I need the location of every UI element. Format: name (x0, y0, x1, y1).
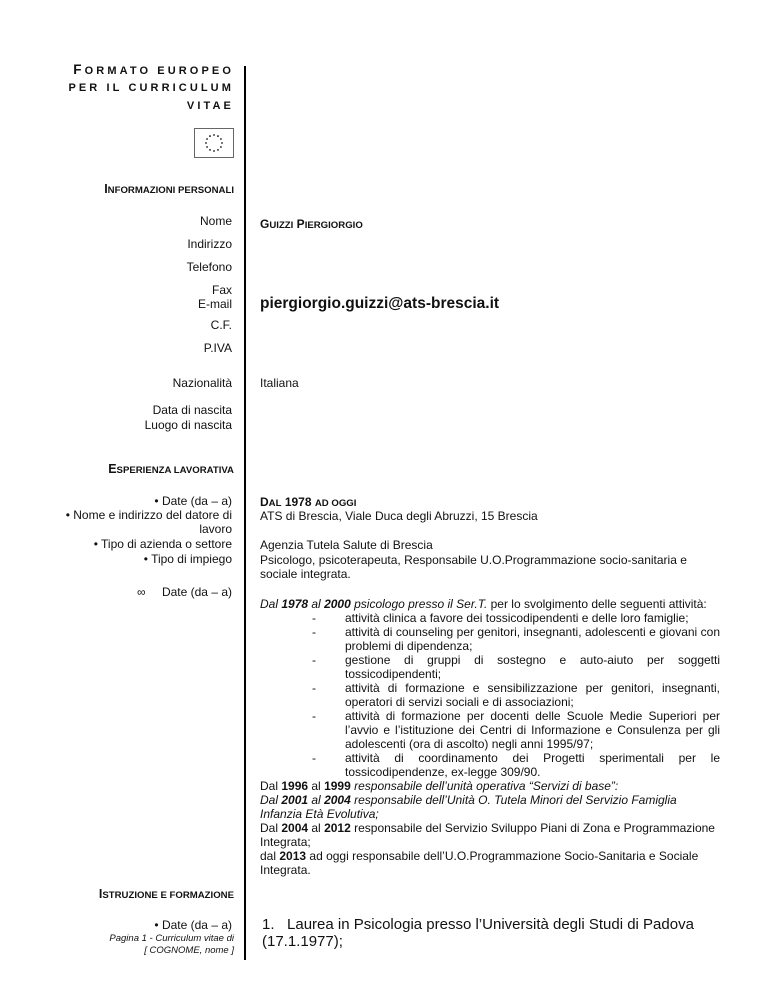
vertical-divider (244, 66, 246, 960)
cv-title-line2: PER IL CURRICULUM (68, 82, 234, 94)
label-birth-place: Luogo di nascita (144, 418, 232, 432)
detail-intro: Dal 1978 al 2000 psicologo presso il Ser.T. per lo svolgimento delle seguenti attività: (260, 597, 707, 611)
role-2004-2012: Dal 2004 al 2012 responsabile del Servizio Sviluppo Piani di Zona e Programmazione Integrata; (260, 821, 715, 849)
section-personal-info: INFORMAZIONI PERSONALI (104, 182, 234, 196)
label-birth-date: Data di nascita (152, 403, 232, 417)
edu-item: 1. Laurea in Psicologia presso l’Università degli Studi di Padova (17.1.1977); (262, 916, 694, 950)
label-nationality: Nazionalità (172, 376, 232, 390)
flag-star (213, 150, 215, 152)
activity-item: - attività di coordinamento dei Progetti sperimentali per le tossicodipendenze, ex-legge 309/90. (312, 751, 720, 779)
label-sector: • Tipo di azienda o settore (93, 537, 232, 551)
section-work-experience: ESPERIENZA LAVORATIVA (108, 462, 234, 476)
activity-item: - attività di counseling per genitori, insegnanti, adolescenti e giovani con problemi di dipendenza; (312, 625, 720, 653)
label-job-type: • Tipo di impiego (143, 552, 232, 566)
activity-item: - attività clinica a favore dei tossicodipendenti e delle loro famiglie; (312, 611, 689, 625)
label-date-2: Date (da – a) (161, 585, 232, 599)
value-employer: ATS di Brescia, Viale Duca degli Abruzzi, 15 Brescia (260, 509, 538, 523)
section-education: ISTRUZIONE E FORMAZIONE (98, 887, 234, 901)
flag-star (209, 149, 211, 151)
experience-detail (260, 597, 720, 877)
label-edu-date: • Date (da – a) (154, 918, 232, 932)
activity-item: - attività di formazione e sensibilizzazione per genitori, insegnanti, operatori di servizi sociali e di associazioni; (312, 681, 720, 709)
footer-page: Pagina 1 - Curriculum vitae di (109, 933, 234, 944)
role-1996-1999: Dal 1996 al 1999 responsabile dell’unità operativa “Servizi di base”: (260, 779, 619, 793)
cv-title-line3: VITAE (186, 100, 234, 112)
infinity-bullet-icon: ∞ (137, 585, 146, 599)
flag-star (209, 135, 211, 137)
label-phone: Telefono (186, 260, 232, 274)
label-fax: Fax (211, 283, 232, 297)
eu-flag-icon (194, 128, 234, 158)
flag-star (206, 146, 208, 148)
label-email: E-mail (197, 297, 232, 311)
flag-star (205, 142, 207, 144)
value-sector: Agenzia Tutela Salute di Brescia (260, 538, 433, 552)
label-name: Nome (199, 214, 232, 228)
flag-star (217, 149, 219, 151)
label-cf: C.F. (210, 318, 232, 332)
value-job: Psicologo, psicoterapeuta, Responsabile U.O.Programmazione socio-sanitaria e sociale integrata. (260, 553, 687, 581)
label-piva: P.IVA (203, 341, 232, 355)
flag-star (220, 138, 222, 140)
flag-star (221, 142, 223, 144)
flag-star (206, 138, 208, 140)
flag-star (217, 135, 219, 137)
footer-name: [ COGNOME, nome ] (144, 945, 234, 956)
label-employer: • Nome e indirizzo del datore di (65, 508, 232, 522)
flag-star (220, 146, 222, 148)
activity-item: - gestione di gruppi di sostegno e auto-aiuto per soggetti tossicodipendenti; (312, 653, 720, 681)
value-date-range: DAL 1978 AD OGGI (260, 495, 357, 509)
label-address: Indirizzo (187, 237, 232, 251)
value-name: GUIZZI PIERGIORGIO (260, 217, 363, 231)
cv-title-line1: FORMATO EUROPEO (73, 62, 234, 77)
label-employer-cont: lavoro (199, 522, 232, 536)
flag-star (213, 134, 215, 136)
activity-item: - attività di formazione per docenti delle Scuole Medie Superiori per l’avvio e l’istituzione dei Centri di Informazione e Consulenza per gli adolescenti (ora di ascolto) negli anni 1995/97; (312, 709, 720, 751)
value-nationality: Italiana (260, 376, 299, 390)
role-2001-2004: Dal 2001 al 2004 responsabile dell’Unità O. Tutela Minori del Servizio Famiglia Infanzia Età Evolutiva; (260, 793, 677, 821)
label-date: • Date (da – a) (154, 494, 232, 508)
eu-stars-icon (195, 129, 233, 157)
role-2013-today: dal 2013 ad oggi responsabile dell’U.O.Programmazione Socio-Sanitaria e Sociale Integrata. (260, 849, 699, 877)
value-email[interactable]: piergiorgio.guizzi@ats-brescia.it (260, 295, 500, 312)
